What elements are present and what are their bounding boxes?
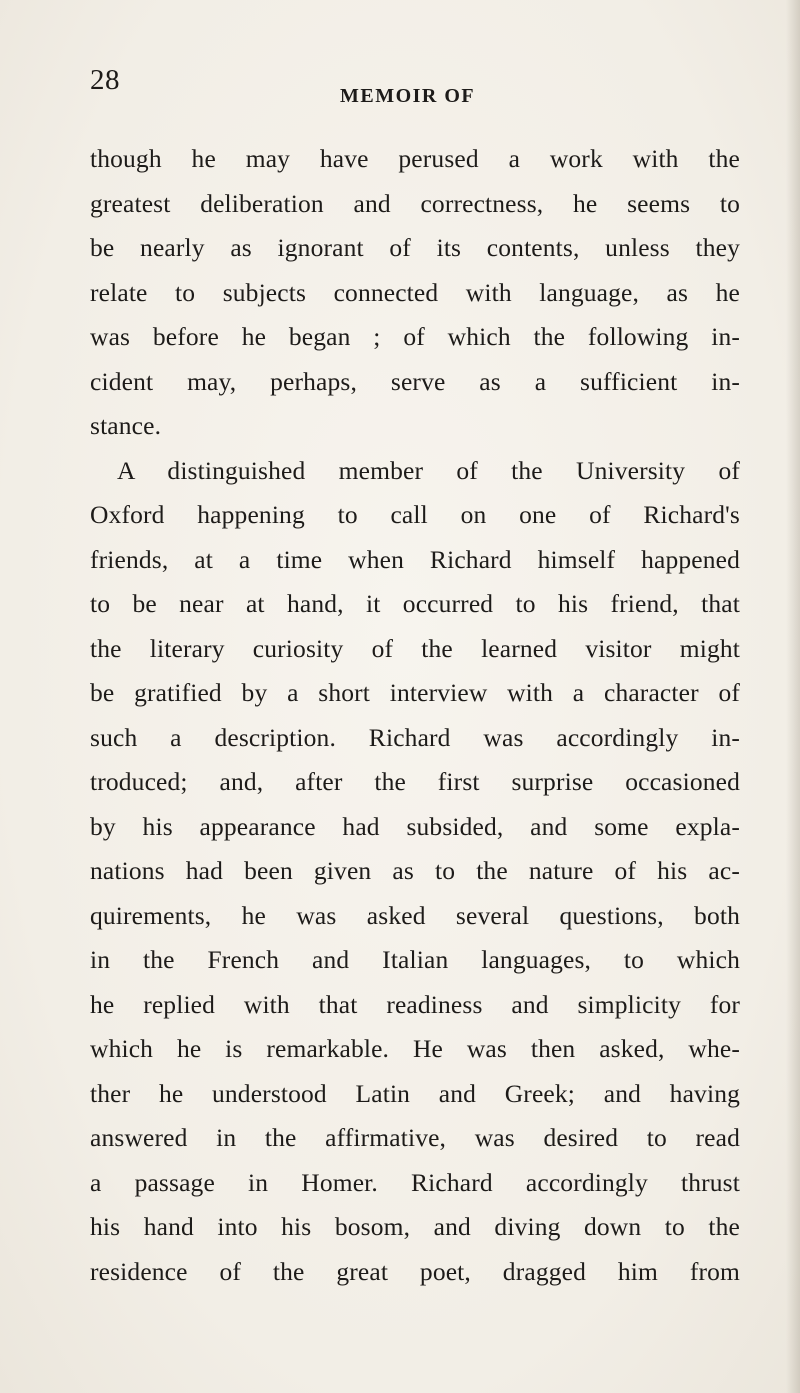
- text-line: ther he understood Latin and Greek; and having: [90, 1078, 740, 1108]
- text-line: stance.: [90, 411, 162, 440]
- text-line: troduced; and, after the first surprise occasioned: [90, 767, 740, 796]
- text-line: be nearly as ignorant of its contents, unless they: [90, 233, 740, 262]
- text-line: the literary curiosity of the learned visitor might: [90, 633, 740, 663]
- page-edge-shadow: [786, 0, 800, 1393]
- text-line: answered in the affirmative, was desired to read: [90, 1123, 740, 1152]
- text-line: relate to subjects connected with language, as he: [90, 277, 740, 307]
- text-line: though he may have perused a work with the: [90, 144, 740, 173]
- page-number: 28: [90, 64, 120, 96]
- paragraph-start-line: A distinguished member of the University of: [117, 455, 740, 485]
- text-line: to be near at hand, it occurred to his friend, that: [90, 589, 740, 618]
- text-line: a passage in Homer. Richard accordingly thrust: [90, 1167, 740, 1197]
- text-line: be gratified by a short interview with a character of: [90, 678, 740, 707]
- text-line: cident may, perhaps, serve as a sufficient in-: [90, 366, 740, 396]
- text-line: residence of the great poet, dragged him from: [90, 1256, 740, 1286]
- running-head: MEMOIR OF: [340, 85, 476, 107]
- text-line: in the French and Italian languages, to which: [90, 945, 740, 974]
- text-line: friends, at a time when Richard himself happened: [90, 544, 740, 574]
- text-line: greatest deliberation and correctness, he seems to: [90, 188, 740, 218]
- text-line: quirements, he was asked several questions, both: [90, 900, 740, 930]
- text-line: he replied with that readiness and simplicity for: [90, 989, 740, 1019]
- body-text: [90, 137, 740, 1294]
- text-line: by his appearance had subsided, and some expla-: [90, 811, 740, 841]
- text-line: nations had been given as to the nature of his ac-: [90, 856, 740, 885]
- text-line: such a description. Richard was accordingly in-: [90, 722, 740, 752]
- text-line: his hand into his bosom, and diving down to the: [90, 1212, 740, 1241]
- text-line: which he is remarkable. He was then asked, whe-: [90, 1034, 740, 1063]
- text-line: Oxford happening to call on one of Richard's: [90, 500, 740, 529]
- text-line: was before he began ; of which the following in-: [90, 322, 740, 351]
